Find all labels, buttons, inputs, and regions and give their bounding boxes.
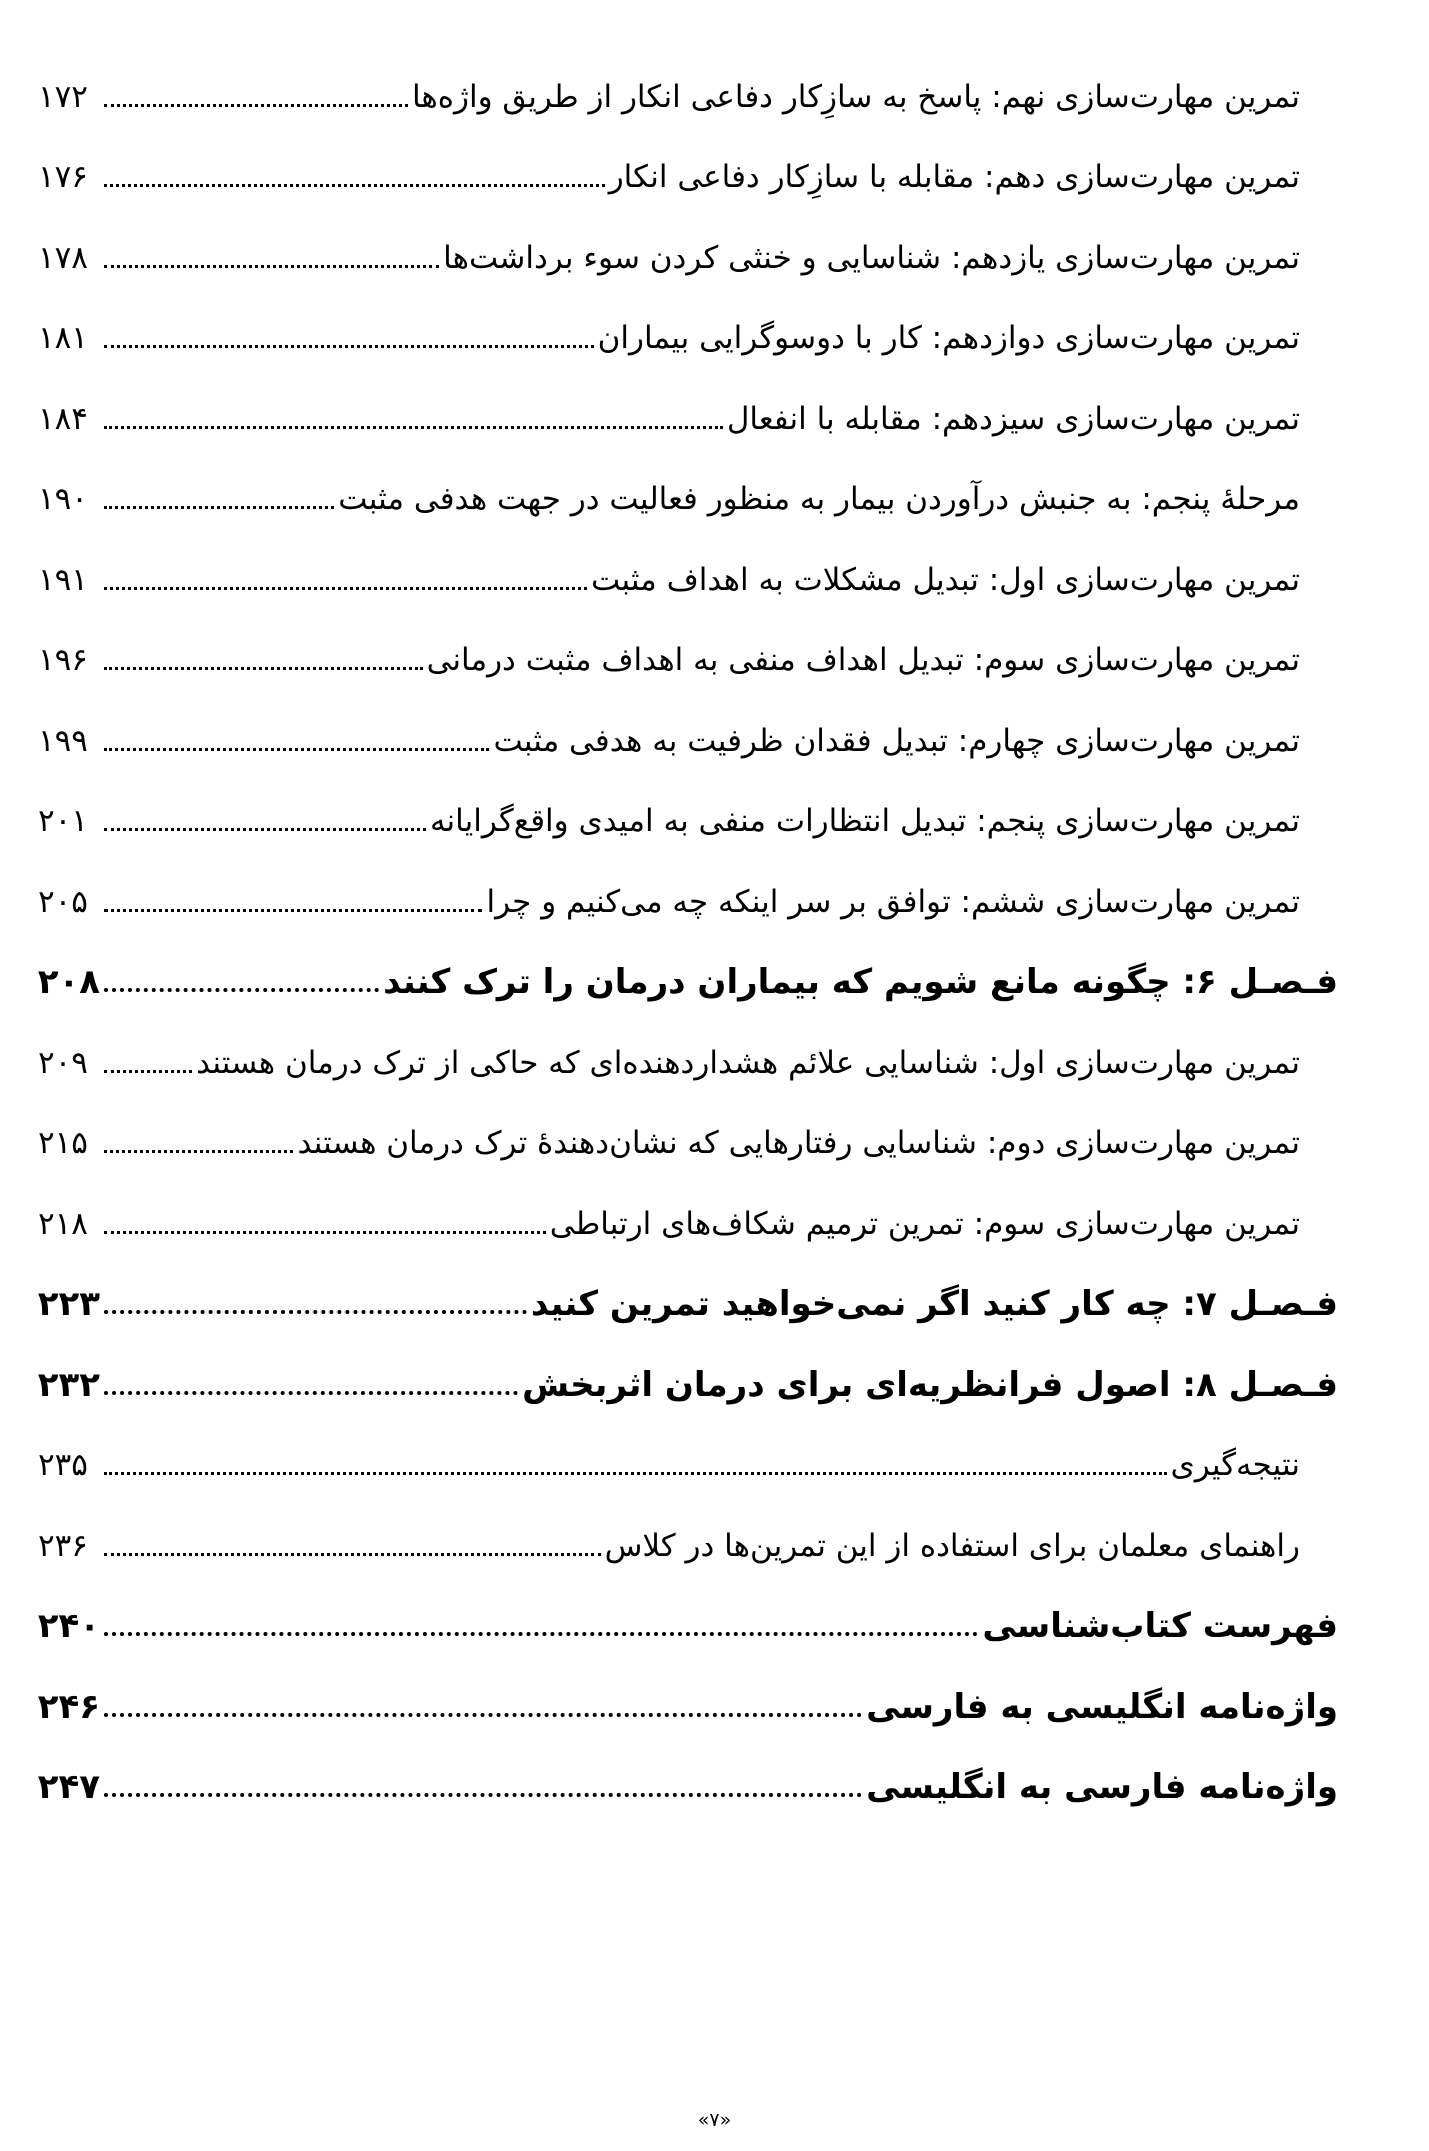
dot-leader <box>104 506 334 509</box>
dot-leader <box>104 345 594 348</box>
toc-chapter-heading[interactable] <box>38 1258 1338 1339</box>
toc-entry-title: فهرست کتاب‌شناسی <box>982 1606 1338 1646</box>
toc-entry-title: تمرین مهارت‌سازی دوازدهم: کار با دوسوگرایی بیماران <box>597 320 1300 356</box>
toc-entry-title: تمرین مهارت‌سازی یازدهم: شناسایی و خنثی کردن سوء برداشت‌ها <box>443 239 1300 276</box>
toc-entry-title: راهنمای معلمان برای استفاده از این تمرین‌ها در کلاس <box>604 1527 1300 1564</box>
page-number: «۷» <box>697 2109 732 2131</box>
toc-chapter-heading[interactable] <box>38 1338 1338 1419</box>
toc-entry[interactable] <box>38 50 1338 131</box>
toc-entry-title: تمرین مهارت‌سازی دوم: شناسایی رفتارهایی که نشان‌دهندۀ ترک درمان هستند <box>297 1125 1300 1161</box>
dot-leader <box>104 828 426 831</box>
toc-entry-page: ۱۸۴ <box>38 400 88 437</box>
dot-leader <box>104 1713 862 1717</box>
toc-entry-page: ۲۳۵ <box>38 1447 88 1483</box>
dot-leader <box>104 426 723 429</box>
toc-entry[interactable] <box>38 211 1338 292</box>
toc-entry-page: ۲۱۸ <box>38 1205 88 1242</box>
toc-entry[interactable] <box>38 1016 1338 1097</box>
toc-entry[interactable] <box>38 533 1338 614</box>
toc-entry-title: مرحلۀ پنجم: به جنبش درآوردن بیمار به منظور فعالیت در جهت هدفی مثبت <box>338 481 1300 517</box>
dot-leader <box>104 265 439 268</box>
dot-leader <box>104 1391 518 1395</box>
dot-leader <box>104 988 379 992</box>
toc-entry-page: ۲۴۰ <box>37 1606 100 1646</box>
toc-entry[interactable] <box>38 292 1338 373</box>
dot-leader <box>104 748 489 751</box>
toc-chapter-heading[interactable] <box>38 1580 1338 1661</box>
dot-leader <box>104 184 605 187</box>
toc-entry-title: تمرین مهارت‌سازی سیزدهم: مقابله با انفعال <box>726 400 1300 437</box>
dot-leader <box>104 587 587 590</box>
toc-entry-page: ۱۹۹ <box>38 722 88 759</box>
toc-entry-title: فـصـل ۸: اصول فرانظریه‌ای برای درمان اثربخش <box>522 1364 1338 1405</box>
toc-entry[interactable] <box>38 372 1338 453</box>
toc-entry[interactable] <box>38 614 1338 695</box>
toc-entry[interactable] <box>38 453 1338 534</box>
dot-leader <box>104 1150 293 1153</box>
toc-entry-title: تمرین مهارت‌سازی اول: شناسایی علائم هشداردهنده‌ای که حاکی از ترک درمان هستند <box>196 1044 1300 1081</box>
toc-entry-page: ۱۷۸ <box>38 239 88 276</box>
toc-entry-page: ۱۹۶ <box>38 642 88 678</box>
toc-entry[interactable] <box>38 1177 1338 1258</box>
toc-entry-page: ۲۲۳ <box>37 1284 100 1324</box>
toc-entry-title: تمرین مهارت‌سازی سوم: تمرین ترمیم شکاف‌های ارتباطی <box>549 1205 1300 1242</box>
toc-entry-title: تمرین مهارت‌سازی نهم: پاسخ به سازِکار دفاعی انکار از طریق واژه‌ها <box>411 78 1300 115</box>
toc-entry-page: ۱۸۱ <box>38 320 88 356</box>
toc-entry-title: تمرین مهارت‌سازی دهم: مقابله با سازِکار دفاعی انکار <box>608 159 1300 195</box>
dot-leader <box>104 104 408 107</box>
toc-entry[interactable] <box>38 855 1338 936</box>
dot-leader <box>104 1310 527 1314</box>
dot-leader <box>104 1632 978 1636</box>
dot-leader <box>104 1231 546 1234</box>
toc-entry-title: واژه‌نامه انگلیسی به فارسی <box>866 1686 1338 1727</box>
toc-chapter-heading[interactable] <box>38 1741 1338 1822</box>
toc-entry-page: ۲۰۵ <box>38 883 88 920</box>
toc-entry[interactable] <box>38 131 1338 212</box>
table-of-contents <box>38 50 1338 1821</box>
toc-entry-title: واژه‌نامه فارسی به انگلیسی <box>866 1767 1338 1807</box>
toc-entry-page: ۲۳۶ <box>38 1527 88 1564</box>
toc-chapter-heading[interactable] <box>38 1660 1338 1741</box>
dot-leader <box>104 909 482 912</box>
toc-entry-title: تمرین مهارت‌سازی پنجم: تبدیل انتظارات منفی به امیدی واقع‌گرایانه <box>429 803 1300 839</box>
dot-leader <box>104 1070 192 1073</box>
toc-entry-title: تمرین مهارت‌سازی ششم: توافق بر سر اینکه چه می‌کنیم و چرا <box>486 883 1300 920</box>
dot-leader <box>104 1793 862 1797</box>
toc-entry-page: ۲۰۹ <box>38 1044 88 1081</box>
toc-entry[interactable] <box>38 694 1338 775</box>
toc-entry-title: فـصـل ۷: چه کار کنید اگر نمی‌خواهید تمرین کنید <box>530 1284 1338 1324</box>
toc-entry[interactable] <box>38 1419 1338 1500</box>
toc-entry-page: ۲۱۵ <box>38 1125 88 1161</box>
toc-entry-page: ۱۹۱ <box>38 561 88 598</box>
toc-entry-page: ۲۴۷ <box>37 1767 100 1807</box>
toc-entry-page: ۲۰۸ <box>37 962 100 1002</box>
toc-entry-page: ۲۳۲ <box>37 1364 100 1405</box>
toc-entry-title: نتیجه‌گیری <box>1170 1447 1300 1483</box>
toc-entry-title: تمرین مهارت‌سازی اول: تبدیل مشکلات به اهداف مثبت <box>591 561 1300 598</box>
toc-entry[interactable] <box>38 1499 1338 1580</box>
toc-entry-title: تمرین مهارت‌سازی سوم: تبدیل اهداف منفی به اهداف مثبت درمانی <box>426 642 1300 678</box>
dot-leader <box>104 1553 601 1556</box>
toc-entry-page: ۲۰۱ <box>38 803 88 839</box>
toc-entry-title: فـصـل ۶: چگونه مانع شویم که بیماران درمان را ترک کنند <box>383 962 1338 1002</box>
toc-entry-page: ۱۷۲ <box>38 78 88 115</box>
toc-entry-page: ۱۷۶ <box>38 159 88 195</box>
toc-entry[interactable] <box>38 775 1338 856</box>
dot-leader <box>104 1472 1167 1475</box>
toc-chapter-heading[interactable] <box>38 936 1338 1017</box>
toc-entry[interactable] <box>38 1097 1338 1178</box>
toc-entry-title: تمرین مهارت‌سازی چهارم: تبدیل فقدان ظرفیت به هدفی مثبت <box>493 722 1300 759</box>
toc-entry-page: ۱۹۰ <box>38 481 88 517</box>
dot-leader <box>104 667 423 670</box>
toc-entry-page: ۲۴۶ <box>37 1686 100 1727</box>
